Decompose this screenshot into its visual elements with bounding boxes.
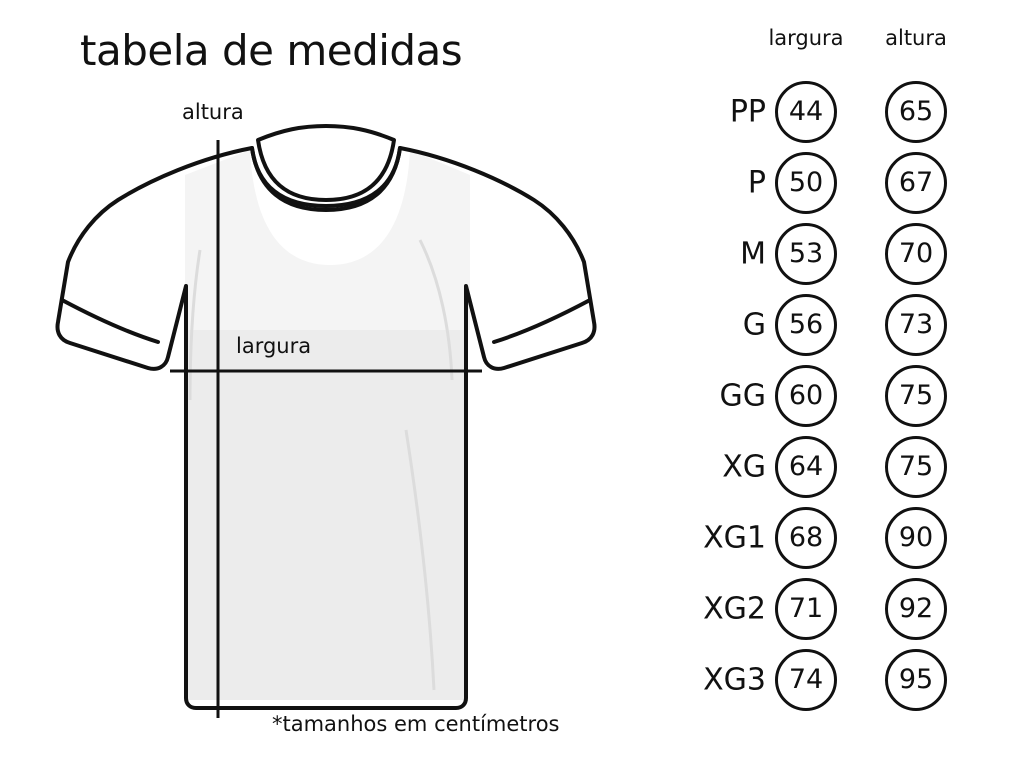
- tshirt-shading: [185, 150, 470, 700]
- cell-altura: 75: [885, 365, 947, 427]
- cell-largura: 44: [775, 81, 837, 143]
- cell-altura: 65: [885, 81, 947, 143]
- cell-largura: 71: [775, 578, 837, 640]
- cell-largura: 68: [775, 507, 837, 569]
- row-size-label: XG3: [703, 662, 766, 697]
- page-title: tabela de medidas: [80, 26, 463, 75]
- table-row: [660, 76, 1024, 147]
- row-size-label: G: [742, 307, 766, 342]
- cell-largura: 60: [775, 365, 837, 427]
- cell-altura: 70: [885, 223, 947, 285]
- row-size-label: XG1: [703, 520, 766, 555]
- table-row: [660, 502, 1024, 573]
- measurements-table: [660, 0, 1024, 783]
- cell-altura: 92: [885, 578, 947, 640]
- cell-altura: 67: [885, 152, 947, 214]
- cell-altura: 90: [885, 507, 947, 569]
- cell-altura: 95: [885, 649, 947, 711]
- table-rows: [660, 76, 1024, 715]
- width-axis-label: largura: [236, 334, 312, 358]
- cell-largura: 74: [775, 649, 837, 711]
- cell-altura: 75: [885, 436, 947, 498]
- height-axis-label: altura: [182, 100, 244, 124]
- row-size-label: XG2: [703, 591, 766, 626]
- units-footnote: *tamanhos em centímetros: [272, 712, 560, 736]
- table-row: [660, 644, 1024, 715]
- row-size-label: XG: [722, 449, 766, 484]
- cell-largura: 56: [775, 294, 837, 356]
- table-row: [660, 147, 1024, 218]
- cell-largura: 64: [775, 436, 837, 498]
- table-row: [660, 573, 1024, 644]
- row-size-label: PP: [729, 94, 766, 129]
- row-size-label: GG: [719, 378, 766, 413]
- row-size-label: P: [747, 165, 766, 200]
- collar: [252, 126, 400, 210]
- row-size-label: M: [740, 236, 766, 271]
- cell-largura: 53: [775, 223, 837, 285]
- table-row: [660, 360, 1024, 431]
- table-row: [660, 289, 1024, 360]
- table-column-headers: [660, 26, 1024, 60]
- column-header-largura: largura: [768, 26, 844, 50]
- table-row: [660, 431, 1024, 502]
- cell-altura: 73: [885, 294, 947, 356]
- column-header-altura: altura: [885, 26, 947, 50]
- table-row: [660, 218, 1024, 289]
- cell-largura: 50: [775, 152, 837, 214]
